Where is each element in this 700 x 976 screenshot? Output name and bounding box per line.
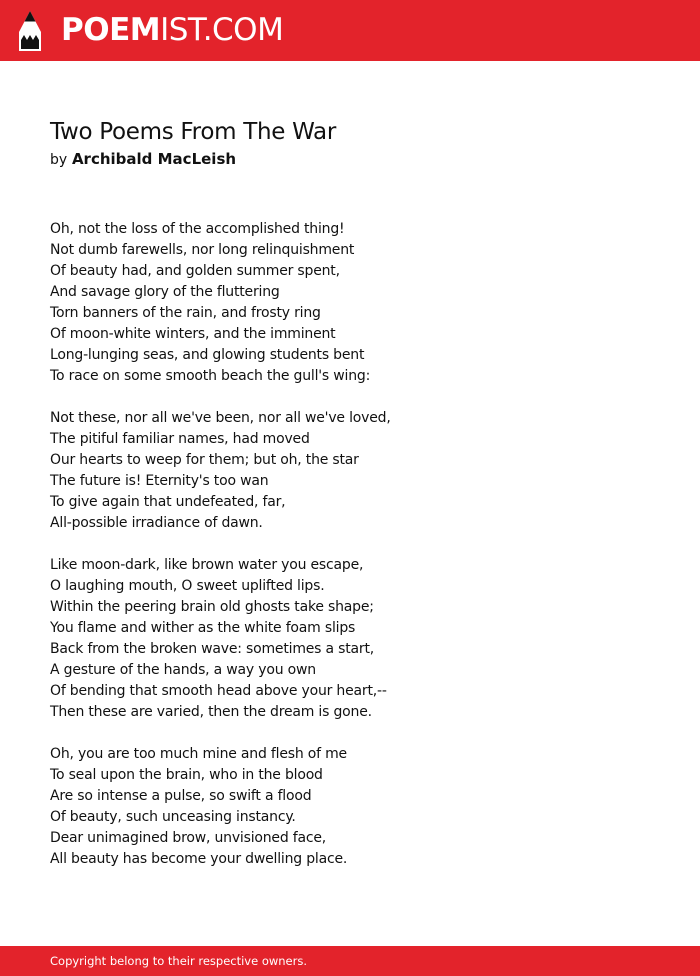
poem-line: Long-lunging seas, and glowing students bent <box>50 347 365 363</box>
poem-line: Back from the broken wave: sometimes a start, <box>50 641 375 657</box>
poem-line: Then these are varied, then the dream is gone. <box>50 704 372 720</box>
poem-line: Of beauty, such unceasing instancy. <box>50 809 296 825</box>
poem-line: Our hearts to weep for them; but oh, the star <box>50 452 359 468</box>
stanza <box>50 408 650 534</box>
poem-line: O laughing mouth, O sweet uplifted lips. <box>50 578 325 594</box>
author-name: Archibald MacLeish <box>71 150 237 168</box>
poem-line: Within the peering brain old ghosts take shape; <box>50 599 374 615</box>
stanza <box>50 555 650 723</box>
poem-title: Two Poems From The War <box>50 119 337 145</box>
stanza <box>50 744 650 870</box>
poem-line: A gesture of the hands, a way you own <box>50 662 316 678</box>
poem-line: To seal upon the brain, who in the blood <box>50 767 323 783</box>
poem-line: All-possible irradiance of dawn. <box>50 515 263 531</box>
poem-line: You flame and wither as the white foam slips <box>50 620 356 636</box>
site-logo[interactable] <box>61 12 283 48</box>
poem-line: The future is! Eternity's too wan <box>50 473 269 489</box>
poem-line: Of beauty had, and golden summer spent, <box>50 263 340 279</box>
poem-line: Oh, not the loss of the accomplished thing! <box>50 221 345 237</box>
poem-line: Are so intense a pulse, so swift a flood <box>50 788 312 804</box>
site-header <box>0 0 700 61</box>
poem-line: Of bending that smooth head above your heart,-- <box>50 683 387 699</box>
site-footer <box>0 946 700 976</box>
poem-line: To give again that undefeated, far, <box>50 494 286 510</box>
poem-line: Of moon-white winters, and the imminent <box>50 326 336 342</box>
poem-line: Not these, nor all we've been, nor all we've loved, <box>50 410 391 426</box>
poem-line: The pitiful familiar names, had moved <box>50 431 310 447</box>
poem-line: Oh, you are too much mine and flesh of me <box>50 746 347 762</box>
poem-line: Not dumb farewells, nor long relinquishment <box>50 242 355 258</box>
logo-light-text: IST.COM <box>160 12 284 48</box>
poem-line: Dear unimagined brow, unvisioned face, <box>50 830 327 846</box>
poem-line: To race on some smooth beach the gull's wing: <box>50 368 371 384</box>
poem-line: Like moon-dark, like brown water you escape, <box>50 557 364 573</box>
stanza <box>50 219 650 387</box>
poem-line: And savage glory of the fluttering <box>50 284 280 300</box>
poem-line: All beauty has become your dwelling place. <box>50 851 348 867</box>
by-prefix: by <box>50 152 68 168</box>
copyright-notice: Copyright belong to their respective owners. <box>50 954 308 968</box>
logo-bold-text: POEM <box>61 12 161 48</box>
pencil-tip-icon[interactable] <box>17 10 43 52</box>
poem-line: Torn banners of the rain, and frosty ring <box>50 305 321 321</box>
byline <box>50 149 236 170</box>
poem-body <box>50 219 650 891</box>
